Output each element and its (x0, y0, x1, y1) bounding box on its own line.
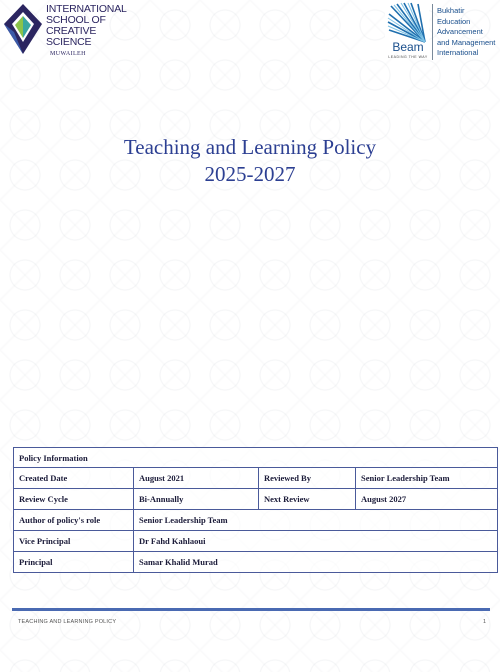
beam-wordmark: Beam (392, 40, 424, 54)
vice-principal-value: Dr Fahd Kahlaoui (134, 531, 498, 552)
principal-value: Samar Khalid Murad (134, 552, 498, 573)
school-name: INTERNATIONAL SCHOOL OF CREATIVE SCIENCE (46, 3, 127, 48)
document-title: Teaching and Learning Policy (123, 135, 377, 159)
document-subtitle: 2025-2027 (204, 162, 296, 186)
school-shield-icon (2, 2, 44, 56)
beam-tagline: LEADING THE WAY (388, 55, 428, 59)
logo-divider (432, 4, 433, 60)
footer-rule (12, 608, 490, 611)
vice-principal-label: Vice Principal (14, 531, 134, 552)
next-review-label: Next Review (259, 489, 356, 510)
table-row (14, 552, 498, 573)
beam-organization-name: Bukhatir Education Advancement and Management International (437, 6, 496, 57)
author-role-label: Author of policy's role (14, 510, 134, 531)
table-row (14, 531, 498, 552)
created-date-label: Created Date (14, 468, 134, 489)
reviewed-by-label: Reviewed By (259, 468, 356, 489)
next-review-value: August 2027 (356, 489, 498, 510)
table-row (14, 489, 498, 510)
review-cycle-value: Bi-Annually (134, 489, 259, 510)
review-cycle-label: Review Cycle (14, 489, 134, 510)
table-header-row (14, 448, 498, 468)
table-row (14, 510, 498, 531)
table-row (14, 468, 498, 489)
school-logo (2, 2, 132, 60)
created-date-value: August 2021 (134, 468, 259, 489)
beam-logo (383, 2, 500, 64)
principal-label: Principal (14, 552, 134, 573)
school-location: MUWAILEH (50, 51, 86, 57)
author-role-value: Senior Leadership Team (134, 510, 498, 531)
policy-information-heading: Policy Information (14, 448, 498, 468)
reviewed-by-value: Senior Leadership Team (356, 468, 498, 489)
page-number: 1 (482, 619, 486, 625)
footer-title: TEACHING AND LEARNING POLICY (18, 619, 117, 625)
policy-information-table (13, 447, 498, 573)
beam-rays-icon (385, 2, 429, 44)
